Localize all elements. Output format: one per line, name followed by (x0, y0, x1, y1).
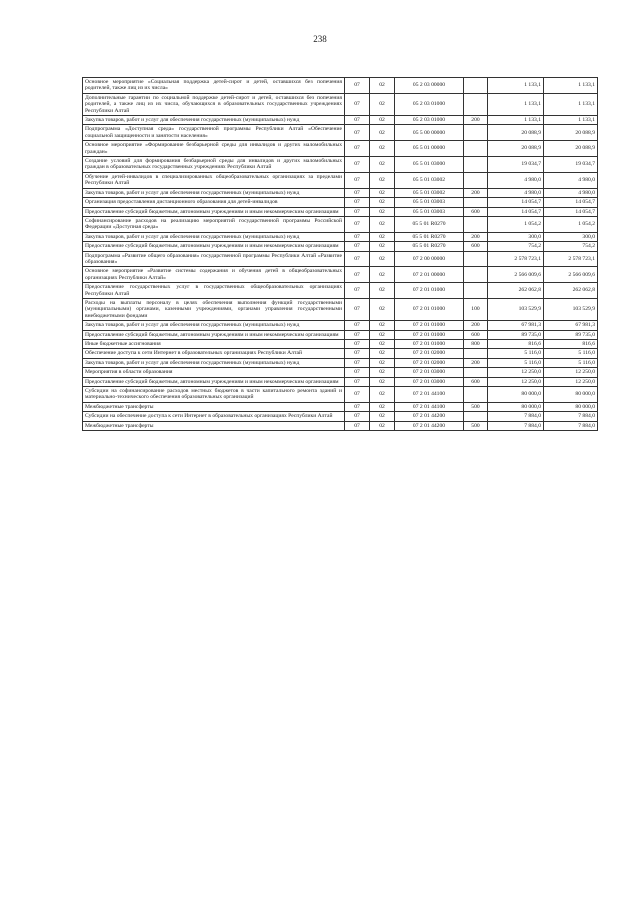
row-section: 07 (345, 402, 370, 411)
table-row (83, 321, 598, 330)
row-amount-1: 1 054,2 (488, 216, 544, 232)
row-expense-type (464, 141, 488, 157)
row-name: Подпрограмма «Доступная среда» государственной программы Республики Алтай «Обеспечение социальной защищенности и занятости населения» (83, 125, 345, 141)
row-subsection: 02 (370, 298, 395, 320)
row-subsection: 02 (370, 387, 395, 403)
row-subsection: 02 (370, 330, 395, 339)
row-amount-1: 19 034,7 (488, 157, 544, 173)
row-expense-type: 600 (464, 330, 488, 339)
row-amount-2: 19 034,7 (544, 157, 598, 173)
row-target-article: 05 2 03 00000 (395, 78, 464, 94)
row-amount-1: 14 054,7 (488, 207, 544, 216)
row-section: 07 (345, 283, 370, 299)
row-name: Мероприятия в области образования (83, 368, 345, 377)
row-section: 07 (345, 349, 370, 358)
row-amount-1: 4 980,0 (488, 188, 544, 197)
row-target-article: 05 5 01 03003 (395, 198, 464, 207)
row-amount-1: 816,6 (488, 340, 544, 349)
row-target-article: 05 2 03 01000 (395, 93, 464, 115)
row-target-article: 07 2 01 00000 (395, 267, 464, 283)
row-subsection: 02 (370, 368, 395, 377)
row-subsection: 02 (370, 283, 395, 299)
row-expense-type (464, 283, 488, 299)
row-name: Софинансирование расходов на реализацию мероприятий государственной программы Российской Федерации «Доступная среда» (83, 216, 345, 232)
row-amount-1: 80 000,0 (488, 387, 544, 403)
row-amount-1: 89 735,0 (488, 330, 544, 339)
row-subsection: 02 (370, 412, 395, 421)
row-name: Субсидии на обеспечение доступа к сети Интернет в образовательных организациях Республики Алтай (83, 412, 345, 421)
row-subsection: 02 (370, 349, 395, 358)
row-target-article: 07 2 00 00000 (395, 251, 464, 267)
row-expense-type: 200 (464, 116, 488, 125)
row-subsection: 02 (370, 157, 395, 173)
row-expense-type (464, 412, 488, 421)
row-section: 07 (345, 330, 370, 339)
row-name: Закупка товаров, работ и услуг для обеспечения государственных (муниципальных) нужд (83, 188, 345, 197)
row-section: 07 (345, 188, 370, 197)
row-subsection: 02 (370, 267, 395, 283)
table-row (83, 340, 598, 349)
row-expense-type: 200 (464, 188, 488, 197)
row-amount-2: 67 981,3 (544, 321, 598, 330)
row-name: Предоставление субсидий бюджетным, автономным учреждениям и иным некоммерческим организациям (83, 242, 345, 251)
row-expense-type: 200 (464, 321, 488, 330)
row-amount-2: 2 578 723,1 (544, 251, 598, 267)
table-row (83, 172, 598, 188)
table-row (83, 125, 598, 141)
row-amount-2: 1 133,1 (544, 116, 598, 125)
row-expense-type: 800 (464, 340, 488, 349)
row-target-article: 07 2 01 44100 (395, 402, 464, 411)
row-section: 07 (345, 267, 370, 283)
row-name: Иные бюджетные ассигнования (83, 340, 345, 349)
row-name: Межбюджетные трансферты (83, 402, 345, 411)
row-target-article: 07 2 01 01000 (395, 321, 464, 330)
row-section: 07 (345, 78, 370, 94)
row-target-article: 07 2 01 01000 (395, 340, 464, 349)
row-amount-2: 12 250,0 (544, 368, 598, 377)
row-name: Закупка товаров, работ и услуг для обеспечения государственных (муниципальных) нужд (83, 321, 345, 330)
row-amount-2: 262 062,8 (544, 283, 598, 299)
row-subsection: 02 (370, 93, 395, 115)
row-section: 07 (345, 116, 370, 125)
row-subsection: 02 (370, 421, 395, 430)
row-amount-1: 12 250,0 (488, 377, 544, 386)
row-target-article: 07 2 01 44200 (395, 421, 464, 430)
row-target-article: 05 5 01 03002 (395, 172, 464, 188)
row-target-article: 07 2 01 03000 (395, 368, 464, 377)
table-row (83, 267, 598, 283)
row-expense-type: 500 (464, 402, 488, 411)
row-name: Основное мероприятие «Формирование безбарьерной среды для инвалидов и других маломобильных граждан» (83, 141, 345, 157)
row-subsection: 02 (370, 172, 395, 188)
row-amount-2: 80 000,0 (544, 387, 598, 403)
row-amount-1: 1 133,1 (488, 116, 544, 125)
row-amount-2: 1 133,1 (544, 78, 598, 94)
row-amount-1: 20 088,9 (488, 125, 544, 141)
row-amount-2: 103 529,9 (544, 298, 598, 320)
row-name: Предоставление субсидий бюджетным, автономным учреждениям и иным некоммерческим организациям (83, 377, 345, 386)
table-row (83, 188, 598, 197)
row-amount-2: 20 088,9 (544, 141, 598, 157)
row-amount-1: 1 133,1 (488, 93, 544, 115)
row-expense-type (464, 387, 488, 403)
row-amount-1: 2 566 009,6 (488, 267, 544, 283)
row-name: Основное мероприятие «Развитие системы содержания и обучения детей в общеобразовательных организациях Республики Алтай» (83, 267, 345, 283)
row-name: Закупка товаров, работ и услуг для обеспечения государственных (муниципальных) нужд (83, 116, 345, 125)
row-section: 07 (345, 216, 370, 232)
row-target-article: 07 2 01 01000 (395, 298, 464, 320)
row-expense-type: 200 (464, 358, 488, 367)
row-amount-1: 12 250,0 (488, 368, 544, 377)
row-subsection: 02 (370, 141, 395, 157)
table-row (83, 421, 598, 430)
table-row (83, 157, 598, 173)
row-expense-type (464, 267, 488, 283)
row-name: Закупка товаров, работ и услуг для обеспечения государственных (муниципальных) нужд (83, 232, 345, 241)
row-amount-2: 89 735,0 (544, 330, 598, 339)
table-row (83, 412, 598, 421)
row-subsection: 02 (370, 207, 395, 216)
table-row (83, 330, 598, 339)
row-subsection: 02 (370, 78, 395, 94)
row-target-article: 05 2 03 01000 (395, 116, 464, 125)
row-expense-type: 600 (464, 207, 488, 216)
row-amount-1: 7 884,0 (488, 412, 544, 421)
row-expense-type: 600 (464, 242, 488, 251)
table-row (83, 78, 598, 94)
row-expense-type (464, 172, 488, 188)
row-amount-2: 816,6 (544, 340, 598, 349)
row-name: Обучение детей-инвалидов в специализированных общеобразовательных организациях за пределами Республики Алтай (83, 172, 345, 188)
row-amount-1: 7 884,0 (488, 421, 544, 430)
row-amount-1: 80 000,0 (488, 402, 544, 411)
row-expense-type (464, 251, 488, 267)
row-section: 07 (345, 340, 370, 349)
row-amount-1: 2 578 723,1 (488, 251, 544, 267)
table-row (83, 242, 598, 251)
row-name: Предоставление субсидий бюджетным, автономным учреждениям и иным некоммерческим организациям (83, 207, 345, 216)
row-amount-2: 5 116,0 (544, 349, 598, 358)
row-section: 07 (345, 298, 370, 320)
row-subsection: 02 (370, 216, 395, 232)
row-amount-2: 2 566 009,6 (544, 267, 598, 283)
row-target-article: 05 5 01 R0270 (395, 242, 464, 251)
row-section: 07 (345, 358, 370, 367)
row-section: 07 (345, 141, 370, 157)
budget-table (82, 77, 598, 431)
row-section: 07 (345, 232, 370, 241)
row-amount-2: 80 000,0 (544, 402, 598, 411)
row-amount-2: 7 884,0 (544, 412, 598, 421)
table-row (83, 358, 598, 367)
row-expense-type (464, 157, 488, 173)
table-row (83, 349, 598, 358)
row-target-article: 07 2 01 44100 (395, 387, 464, 403)
row-target-article: 05 5 01 03000 (395, 157, 464, 173)
row-section: 07 (345, 157, 370, 173)
row-subsection: 02 (370, 402, 395, 411)
row-amount-1: 67 981,3 (488, 321, 544, 330)
row-name: Создание условий для формирования безбарьерной среды для инвалидов и других маломобильных граждан в образовательных государственных учреждениях Республики Алтай (83, 157, 345, 173)
row-section: 07 (345, 242, 370, 251)
table-row (83, 198, 598, 207)
row-subsection: 02 (370, 251, 395, 267)
row-amount-2: 1 133,1 (544, 93, 598, 115)
row-target-article: 07 2 01 01000 (395, 330, 464, 339)
row-target-article: 05 5 01 03002 (395, 188, 464, 197)
row-amount-2: 300,0 (544, 232, 598, 241)
table-row (83, 298, 598, 320)
row-section: 07 (345, 421, 370, 430)
row-subsection: 02 (370, 232, 395, 241)
row-target-article: 05 5 01 R0270 (395, 216, 464, 232)
row-amount-1: 754,2 (488, 242, 544, 251)
row-target-article: 07 2 01 44200 (395, 412, 464, 421)
table-row (83, 387, 598, 403)
page-number: 238 (313, 34, 327, 44)
row-target-article: 07 2 01 02000 (395, 349, 464, 358)
row-section: 07 (345, 321, 370, 330)
row-section: 07 (345, 207, 370, 216)
row-target-article: 07 2 01 01000 (395, 283, 464, 299)
table-row (83, 283, 598, 299)
table-row (83, 116, 598, 125)
row-section: 07 (345, 172, 370, 188)
row-subsection: 02 (370, 116, 395, 125)
row-name: Субсидии на софинансирование расходов местных бюджетов в части капитального ремонта зданий и материально-технического обеспечения образовательных организаций (83, 387, 345, 403)
table-row (83, 207, 598, 216)
row-amount-2: 14 054,7 (544, 207, 598, 216)
row-name: Закупка товаров, работ и услуг для обеспечения государственных (муниципальных) нужд (83, 358, 345, 367)
row-section: 07 (345, 251, 370, 267)
row-amount-2: 4 980,0 (544, 172, 598, 188)
row-amount-2: 4 980,0 (544, 188, 598, 197)
row-subsection: 02 (370, 125, 395, 141)
row-subsection: 02 (370, 321, 395, 330)
row-expense-type: 500 (464, 421, 488, 430)
row-amount-2: 5 116,0 (544, 358, 598, 367)
row-name: Подпрограмма «Развитие общего образования» государственной программы Республики Алтай «Развитие образования» (83, 251, 345, 267)
row-subsection: 02 (370, 188, 395, 197)
row-amount-1: 103 529,9 (488, 298, 544, 320)
row-expense-type: 600 (464, 377, 488, 386)
row-amount-2: 12 250,0 (544, 377, 598, 386)
row-amount-1: 262 062,8 (488, 283, 544, 299)
table-row (83, 216, 598, 232)
table-row (83, 141, 598, 157)
row-amount-1: 4 980,0 (488, 172, 544, 188)
row-expense-type (464, 78, 488, 94)
row-expense-type: 100 (464, 298, 488, 320)
row-name: Дополнительные гарантии по социальной поддержке детей-сирот и детей, оставшихся без попечения родителей, а также лиц из их числа, обучающихся в образовательных государственных учреждениях Республики Алтай (83, 93, 345, 115)
row-target-article: 07 2 01 02000 (395, 358, 464, 367)
row-subsection: 02 (370, 242, 395, 251)
row-name: Межбюджетные трансферты (83, 421, 345, 430)
row-section: 07 (345, 93, 370, 115)
table-row (83, 377, 598, 386)
row-target-article: 05 5 01 03003 (395, 207, 464, 216)
row-section: 07 (345, 198, 370, 207)
table-row (83, 232, 598, 241)
row-amount-1: 5 116,0 (488, 358, 544, 367)
row-amount-1: 1 133,1 (488, 78, 544, 94)
row-name: Организация предоставления дистанционного образования для детей-инвалидов (83, 198, 345, 207)
row-amount-2: 14 054,7 (544, 198, 598, 207)
row-expense-type (464, 349, 488, 358)
table-row (83, 402, 598, 411)
row-amount-2: 20 088,9 (544, 125, 598, 141)
row-section: 07 (345, 125, 370, 141)
row-target-article: 05 5 00 00000 (395, 125, 464, 141)
row-expense-type (464, 216, 488, 232)
row-section: 07 (345, 387, 370, 403)
table-row (83, 251, 598, 267)
row-amount-1: 14 054,7 (488, 198, 544, 207)
table-row (83, 93, 598, 115)
row-target-article: 05 5 01 00000 (395, 141, 464, 157)
row-amount-2: 7 884,0 (544, 421, 598, 430)
row-expense-type (464, 368, 488, 377)
row-section: 07 (345, 412, 370, 421)
row-subsection: 02 (370, 340, 395, 349)
table-row (83, 368, 598, 377)
row-subsection: 02 (370, 358, 395, 367)
row-name: Предоставление государственных услуг в государственных общеобразовательных организациях Республики Алтай (83, 283, 345, 299)
row-name: Обеспечение доступа к сети Интернет в образовательных организациях Республики Алтай (83, 349, 345, 358)
row-expense-type (464, 198, 488, 207)
row-amount-1: 5 116,0 (488, 349, 544, 358)
row-name: Основное мероприятие «Социальная поддержка детей-сирот и детей, оставшихся без попечения родителей, также лиц из их числа» (83, 78, 345, 94)
row-subsection: 02 (370, 377, 395, 386)
row-target-article: 05 5 01 R0270 (395, 232, 464, 241)
row-expense-type (464, 93, 488, 115)
row-section: 07 (345, 368, 370, 377)
row-expense-type: 200 (464, 232, 488, 241)
row-expense-type (464, 125, 488, 141)
row-amount-1: 20 088,9 (488, 141, 544, 157)
row-name: Расходы на выплаты персоналу в целях обеспечения выполнения функций государственными (муниципальными) органами, казенными учреждениями, органами управления государственными внебюджетными фондами (83, 298, 345, 320)
row-name: Предоставление субсидий бюджетным, автономным учреждениям и иным некоммерческим организациям (83, 330, 345, 339)
row-subsection: 02 (370, 198, 395, 207)
row-target-article: 07 2 01 03000 (395, 377, 464, 386)
row-amount-1: 300,0 (488, 232, 544, 241)
row-amount-2: 1 054,2 (544, 216, 598, 232)
row-amount-2: 754,2 (544, 242, 598, 251)
row-section: 07 (345, 377, 370, 386)
